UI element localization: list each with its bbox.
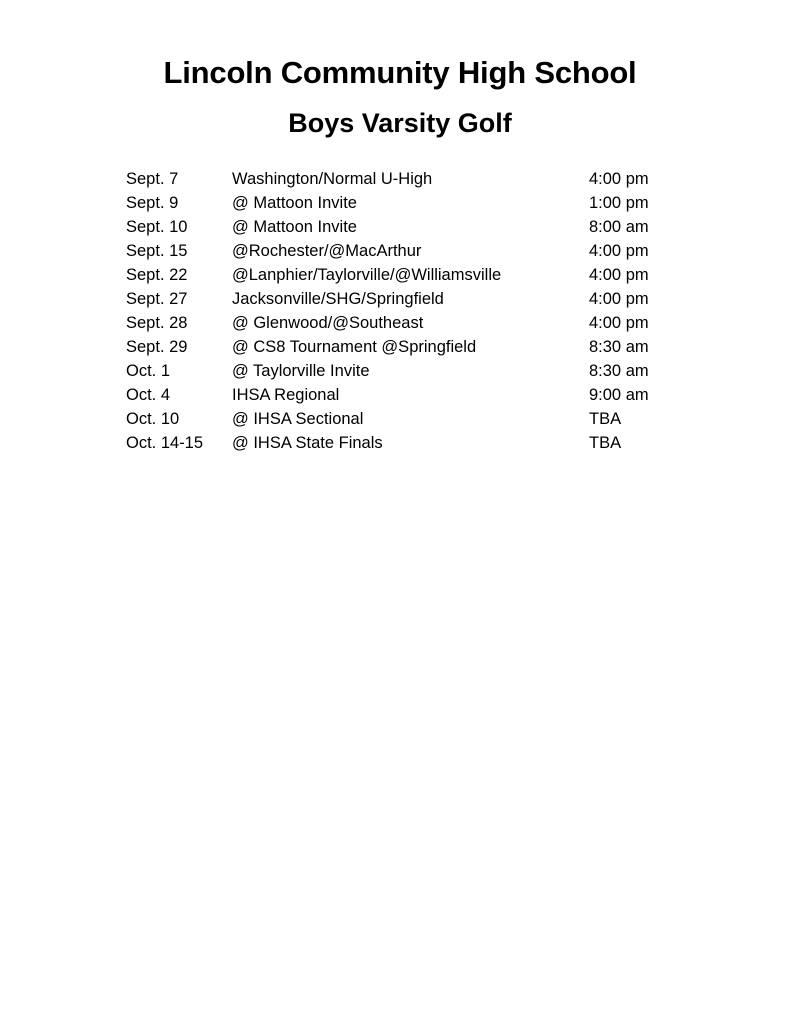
schedule-date: Oct. 4 bbox=[126, 385, 171, 404]
schedule-date: Sept. 28 bbox=[126, 313, 188, 332]
schedule-section bbox=[0, 140, 800, 458]
schedule-time: 4:00 pm bbox=[589, 265, 649, 284]
table-row bbox=[126, 290, 699, 314]
table-row bbox=[126, 194, 699, 218]
table-row bbox=[126, 338, 699, 362]
schedule-date: Oct. 1 bbox=[126, 361, 171, 380]
schedule-date: Oct. 14-15 bbox=[126, 433, 204, 452]
schedule-time: 4:00 pm bbox=[589, 241, 649, 260]
schedule-date: Oct. 10 bbox=[126, 409, 180, 428]
schedule-event: @Rochester/@MacArthur bbox=[232, 241, 422, 260]
table-row bbox=[126, 218, 699, 242]
table-row bbox=[126, 266, 699, 290]
schedule-table-body bbox=[126, 170, 699, 458]
schedule-date: Sept. 29 bbox=[126, 337, 188, 356]
schedule-event: @ IHSA Sectional bbox=[232, 409, 364, 428]
schedule-table bbox=[126, 170, 699, 458]
schedule-event: IHSA Regional bbox=[232, 385, 340, 404]
table-row bbox=[126, 362, 699, 386]
table-row bbox=[126, 386, 699, 410]
schedule-date: Sept. 9 bbox=[126, 193, 179, 212]
schedule-event: @Lanphier/Taylorville/@Williamsville bbox=[232, 265, 502, 284]
table-row bbox=[126, 434, 699, 458]
schedule-date: Sept. 7 bbox=[126, 169, 179, 188]
schedule-date: Sept. 10 bbox=[126, 217, 188, 236]
schedule-date: Sept. 15 bbox=[126, 241, 188, 260]
schedule-event: Jacksonville/SHG/Springfield bbox=[232, 289, 444, 308]
schedule-time: 8:00 am bbox=[589, 217, 649, 236]
schedule-event: @ CS8 Tournament @Springfield bbox=[232, 337, 477, 356]
schedule-time: 8:30 am bbox=[589, 361, 649, 380]
schedule-time: TBA bbox=[589, 433, 622, 452]
page-title: Lincoln Community High School bbox=[163, 55, 637, 90]
schedule-time: 1:00 pm bbox=[589, 193, 649, 212]
schedule-event: @ Mattoon Invite bbox=[232, 193, 357, 212]
schedule-date: Sept. 27 bbox=[126, 289, 188, 308]
schedule-time: 9:00 am bbox=[589, 385, 649, 404]
table-row bbox=[126, 410, 699, 434]
schedule-event: @ Taylorville Invite bbox=[232, 361, 370, 380]
table-row bbox=[126, 242, 699, 266]
schedule-date: Sept. 22 bbox=[126, 265, 188, 284]
schedule-time: TBA bbox=[589, 409, 622, 428]
schedule-time: 4:00 pm bbox=[589, 313, 649, 332]
schedule-event: @ Mattoon Invite bbox=[232, 217, 357, 236]
schedule-time: 4:00 pm bbox=[589, 169, 649, 188]
table-row bbox=[126, 314, 699, 338]
schedule-event: @ Glenwood/@Southeast bbox=[232, 313, 424, 332]
schedule-event: @ IHSA State Finals bbox=[232, 433, 383, 452]
schedule-event: Washington/Normal U-High bbox=[232, 169, 433, 188]
schedule-time: 8:30 am bbox=[589, 337, 649, 356]
page-subtitle: Boys Varsity Golf bbox=[288, 108, 512, 139]
schedule-time: 4:00 pm bbox=[589, 289, 649, 308]
table-row bbox=[126, 170, 699, 194]
